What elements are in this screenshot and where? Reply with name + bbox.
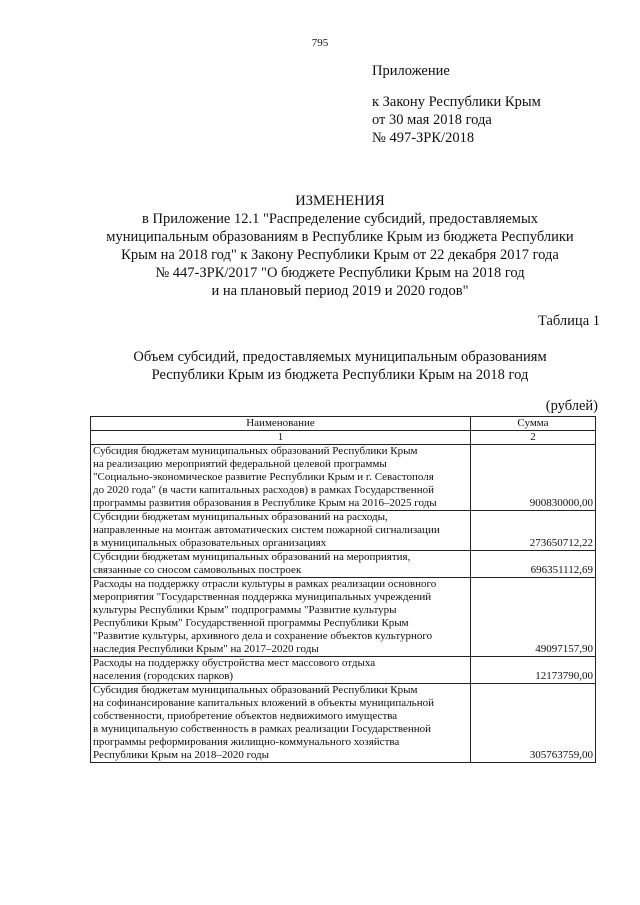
appendix-date-line: от 30 мая 2018 года (372, 112, 492, 128)
column-number-row (91, 431, 596, 445)
table-row (91, 511, 596, 551)
subsidy-name-cell (91, 445, 471, 511)
appendix-law-line: к Закону Республики Крым (372, 94, 541, 110)
table-header-row (91, 417, 596, 431)
subsidy-name-cell (91, 578, 471, 657)
subsidy-name-line: культуры Республики Крым" подпрограммы "Развитие культуры (93, 604, 397, 616)
subsidy-name-line: населения (городских парков) (93, 670, 234, 682)
subsidy-name-line: до 2020 года" (в части капитальных расходов) в рамках Государственной (93, 484, 434, 496)
title-line: муниципальным образованиям в Республике Крым из бюджета Республики (106, 229, 574, 245)
subsidy-sum-cell: 49097157,90 (471, 578, 596, 657)
column-number: 2 (471, 431, 596, 445)
subtitle-line: Объем субсидий, предоставляемых муниципальным образованиям (133, 349, 547, 365)
subsidy-name-line: Республики Крым на 2018–2020 годы (93, 749, 270, 761)
units-label: (рублей) (545, 398, 598, 414)
subsidy-sum-cell: 12173790,00 (471, 657, 596, 684)
table-row (91, 445, 596, 511)
subsidy-sum-cell: 273650712,22 (471, 511, 596, 551)
subsidy-name-line: Субсидия бюджетам муниципальных образований Республики Крым (93, 684, 418, 696)
title-line: Крым на 2018 год" к Закону Республики Крым от 22 декабря 2017 года (121, 247, 559, 263)
subsidy-sum-cell: 900830000,00 (471, 445, 596, 511)
column-number: 1 (91, 431, 471, 445)
subsidy-name-cell (91, 684, 471, 763)
title-line: в Приложение 12.1 "Распределение субсидий, предоставляемых (142, 211, 538, 227)
column-header-name: Наименование (91, 417, 471, 431)
subtitle-line: Республики Крым из бюджета Республики Крым на 2018 год (151, 367, 529, 383)
subsidy-name-line: на реализацию мероприятий федеральной целевой программы (93, 458, 387, 470)
subsidy-name-line: наследия Республики Крым" на 2017–2020 годы (93, 643, 319, 655)
subsidy-name-line: Расходы на поддержку обустройства мест массового отдыха (93, 657, 376, 669)
subsidy-name-line: Субсидии бюджетам муниципальных образований на расходы, (93, 511, 388, 523)
table-label: Таблица 1 (537, 313, 600, 329)
appendix-block (372, 62, 541, 147)
subsidy-name-line: программы реформирования жилищно-коммунального хозяйства (93, 736, 400, 748)
subsidy-name-line: Расходы на поддержку отрасли культуры в рамках реализации основного (93, 578, 437, 590)
appendix-heading: Приложение (372, 63, 450, 79)
subsidy-name-line: на софинансирование капитальных вложений в объекты муниципальной (93, 697, 434, 709)
table-subtitle (60, 348, 620, 384)
table-row (91, 551, 596, 578)
table-row (91, 657, 596, 684)
column-header-sum: Сумма (471, 417, 596, 431)
document-title (60, 192, 620, 300)
subsidy-sum-cell: 696351112,69 (471, 551, 596, 578)
subsidy-name-line: мероприятия "Государственная поддержка муниципальных учреждений (93, 591, 432, 603)
subsidy-name-cell (91, 657, 471, 684)
table-row (91, 578, 596, 657)
subsidy-name-line: Субсидии бюджетам муниципальных образований на мероприятия, (93, 551, 411, 563)
subsidy-name-line: "Социально-экономическое развитие Республики Крым и г. Севастополя (93, 471, 434, 483)
subsidy-name-cell (91, 551, 471, 578)
subsidy-sum-cell: 305763759,00 (471, 684, 596, 763)
appendix-number-line: № 497-ЗРК/2018 (372, 130, 475, 146)
subsidy-name-line: связанные со сносом самовольных построек (93, 564, 302, 576)
subsidy-name-line: Республики Крым" Государственной программы Республики Крым (93, 617, 409, 629)
subsidy-name-line: направленные на монтаж автоматических систем пожарной сигнализации (93, 524, 440, 536)
page-number: 795 (311, 37, 329, 49)
subsidy-table (90, 416, 596, 763)
subsidy-name-line: Субсидия бюджетам муниципальных образований Республики Крым (93, 445, 418, 457)
subsidy-name-line: в муниципальных образовательных организациях (93, 537, 327, 549)
subsidy-name-line: собственности, приобретение объектов недвижимого имущества (93, 710, 398, 722)
title-heading: ИЗМЕНЕНИЯ (295, 193, 385, 209)
subsidy-name-line: программы развития образования в Республике Крым на 2016–2025 годы (93, 497, 437, 509)
title-line: № 447-ЗРК/2017 "О бюджете Республики Крым на 2018 год (155, 265, 525, 281)
table-row (91, 684, 596, 763)
subsidy-name-cell (91, 511, 471, 551)
title-line: и на плановый период 2019 и 2020 годов" (211, 283, 469, 299)
subsidy-name-line: "Развитие культуры, архивного дела и сохранение объектов культурного (93, 630, 433, 642)
subsidy-name-line: в муниципальную собственность в рамках реализации Государственной (93, 723, 432, 735)
table-body (91, 445, 596, 763)
